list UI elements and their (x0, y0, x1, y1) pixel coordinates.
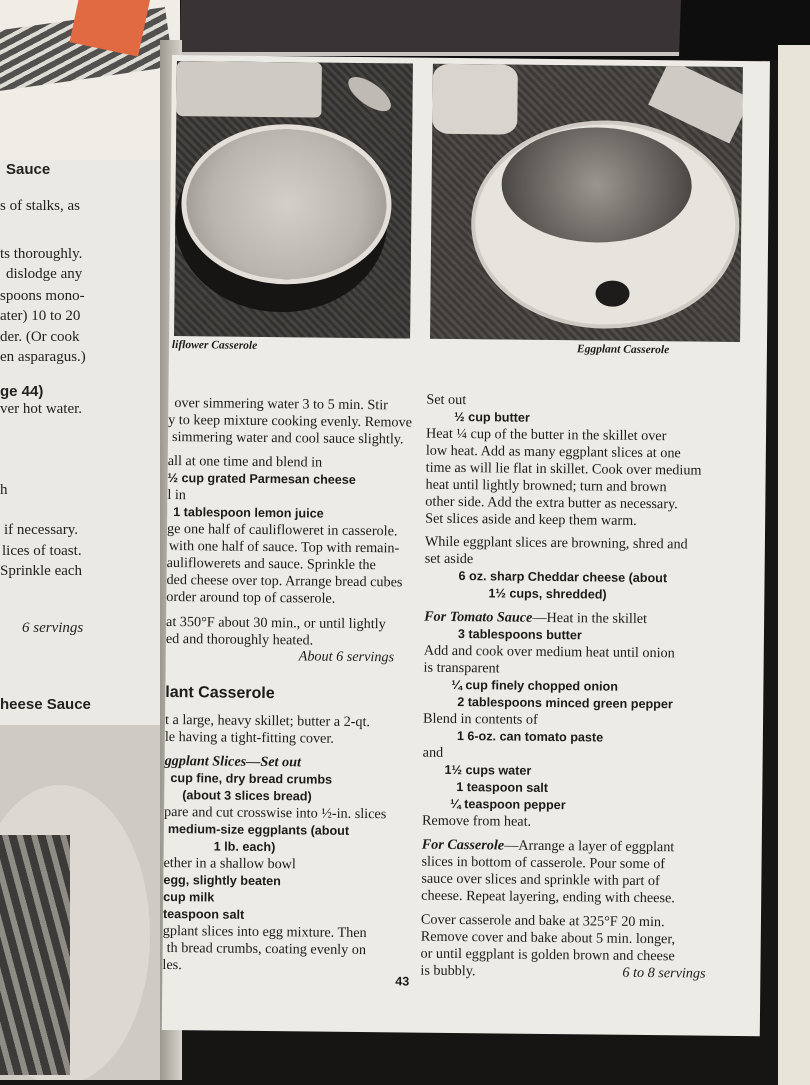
text-line: 1½ cups water (444, 762, 532, 778)
text-line: Blend in contents of (422, 710, 538, 728)
text-line: 1 teaspoon salt (456, 780, 549, 795)
text-line: Remove cover and bake about 5 min. longer, (420, 928, 676, 948)
text-line: at 350°F about 30 min., or until lightly (165, 613, 386, 633)
text-line: egg, slightly beaten (163, 872, 281, 889)
text-line: 6 to 8 servings (622, 964, 706, 982)
side-plate (176, 61, 322, 118)
text-line: heese Sauce (0, 696, 91, 713)
eggplant-topping (501, 126, 692, 243)
text-line: 1 6-oz. can tomato paste (456, 729, 604, 745)
text-line: gplant slices into egg mixture. Then (162, 922, 367, 942)
text-line: ver hot water. (0, 401, 83, 417)
text-line: s of stalks, as (0, 198, 80, 214)
text-line: Sauce (6, 161, 51, 178)
cauliflower-topping (181, 123, 393, 285)
text-line: 1 tablespoon lemon juice (173, 505, 324, 521)
text-line: ½ cup grated Parmesan cheese (167, 470, 356, 487)
text-line: les. (162, 956, 182, 974)
text-line: all at one time and blend in (167, 452, 323, 471)
text-line: auliflowerets and sauce. Sprinkle the (166, 554, 376, 574)
page-number: 43 (395, 974, 410, 989)
left-page (0, 0, 180, 1080)
text-line: slices in bottom of casserole. Pour some of (421, 853, 666, 873)
text-line: ggplant Slices—Set out (164, 752, 302, 771)
left-top-photo (0, 0, 180, 160)
text-line: y to keep mixture cooking evenly. Remove (168, 411, 412, 431)
dish-decoration (595, 280, 629, 306)
text-line: lices of toast. (2, 543, 82, 559)
text-line: ed and thoroughly heated. (165, 630, 314, 649)
text-line: medium-size eggplants (about (167, 821, 350, 838)
text-line: en asparagus.) (0, 349, 86, 365)
adjacent-page-edge (778, 45, 810, 1085)
text-line: Remove from heat. (421, 812, 532, 830)
text-line: with one half of sauce. Top with remain- (168, 537, 400, 557)
text-line: cup fine, dry bread crumbs (170, 771, 333, 787)
text-line: 6 oz. sharp Cheddar cheese (about (458, 569, 668, 586)
text-line: is bubbly. (420, 962, 476, 980)
text-line: h (0, 482, 8, 498)
text-line: pare and cut crosswise into ½-in. slices (163, 803, 387, 823)
text-line: 1 lb. each) (213, 839, 276, 855)
text-line: heat until lightly browned; turn and brown (425, 476, 667, 496)
cauliflower-casserole-photo (174, 61, 413, 338)
text-line: t a large, heavy skillet; butter a 2-qt. (164, 711, 371, 731)
text-line: Sprinkle each (0, 563, 83, 579)
text-line: Heat ¼ cup of the butter in the skillet over (425, 425, 667, 445)
text-line: ded cheese over top. Arrange bread cubes (166, 571, 403, 591)
text-line: l in (167, 486, 187, 504)
text-line: ge 44) (0, 383, 44, 400)
text-line: About 6 servings (298, 648, 395, 666)
text-line: Set slices aside and keep them warm. (425, 510, 637, 529)
text-line: 6 servings (22, 620, 84, 636)
text-line: Add and cook over medium heat until onion (423, 642, 675, 662)
text-line: teaspoon salt (162, 906, 245, 922)
text-line: set aside (424, 550, 474, 568)
text-line: ts thoroughly. (0, 246, 83, 262)
text-line: (about 3 slices bread) (182, 788, 312, 804)
eggplant-casserole-photo (430, 64, 743, 342)
text-line: Cover casserole and bake at 325°F 20 min. (420, 911, 665, 931)
photo-caption-left: liflower Casserole (171, 339, 258, 352)
text-line: 1½ cups, shredded) (488, 586, 607, 602)
text-line: Set out (426, 391, 467, 409)
text-line: low heat. Add as many eggplant slices at one (425, 442, 681, 462)
photo-caption-right: Eggplant Casserole (576, 343, 670, 357)
text-line: ½ cup butter (454, 409, 530, 425)
text-line: ge one half of caulifloweret in casserole. (166, 520, 398, 540)
text-line (424, 609, 647, 627)
bread-rolls (432, 64, 518, 135)
text-line: and (422, 744, 444, 761)
text-line (422, 837, 675, 856)
text-line: time as will lie flat in skillet. Cook over medium (425, 459, 702, 479)
recipe-page (162, 55, 770, 1036)
section-lead: For Casserole (421, 836, 505, 854)
background-book (179, 0, 681, 56)
text-line: ¼ teaspoon pepper (450, 796, 566, 813)
text-line: While eggplant slices are browning, shred and (424, 533, 688, 553)
text-line: cheese. Repeat layering, ending with cheese. (421, 887, 675, 907)
text-line: order around top of casserole. (166, 588, 336, 607)
text-line: 3 tablespoons butter (457, 627, 582, 643)
text-line: over simmering water 3 to 5 min. Stir (174, 395, 389, 414)
text-line: le having a tight-fitting cover. (164, 728, 334, 747)
text-line: th bread crumbs, coating evenly on (166, 939, 367, 959)
section-text: —Heat in the skillet (532, 609, 648, 628)
text-line: spoons mono- (0, 288, 85, 304)
asparagus-stalks (0, 835, 70, 1075)
text-line: other side. Add the extra butter as necessary. (425, 493, 678, 513)
text-line: ether in a shallow bowl (163, 854, 297, 873)
asparagus-photo (0, 725, 160, 1080)
text-line: dislodge any (6, 266, 83, 282)
text-line: ¼ cup finely chopped onion (451, 677, 619, 694)
text-line: sauce over slices and sprinkle with part of (421, 870, 660, 890)
text-line: lant Casserole (165, 683, 275, 703)
text-line: der. (Or cook (0, 329, 80, 345)
text-line: or until eggplant is golden brown and cheese (420, 945, 675, 965)
text-line: is transparent (423, 659, 500, 677)
text-line: ater) 10 to 20 (0, 308, 81, 324)
text-line: 2 tablespoons minced green pepper (457, 695, 673, 712)
text-line: simmering water and cool sauce slightly. (171, 429, 404, 448)
section-text: —Arrange a layer of eggplant (504, 837, 675, 856)
text-line: if necessary. (4, 522, 78, 538)
text-line: cup milk (163, 889, 215, 905)
section-lead: For Tomato Sauce (424, 608, 533, 626)
